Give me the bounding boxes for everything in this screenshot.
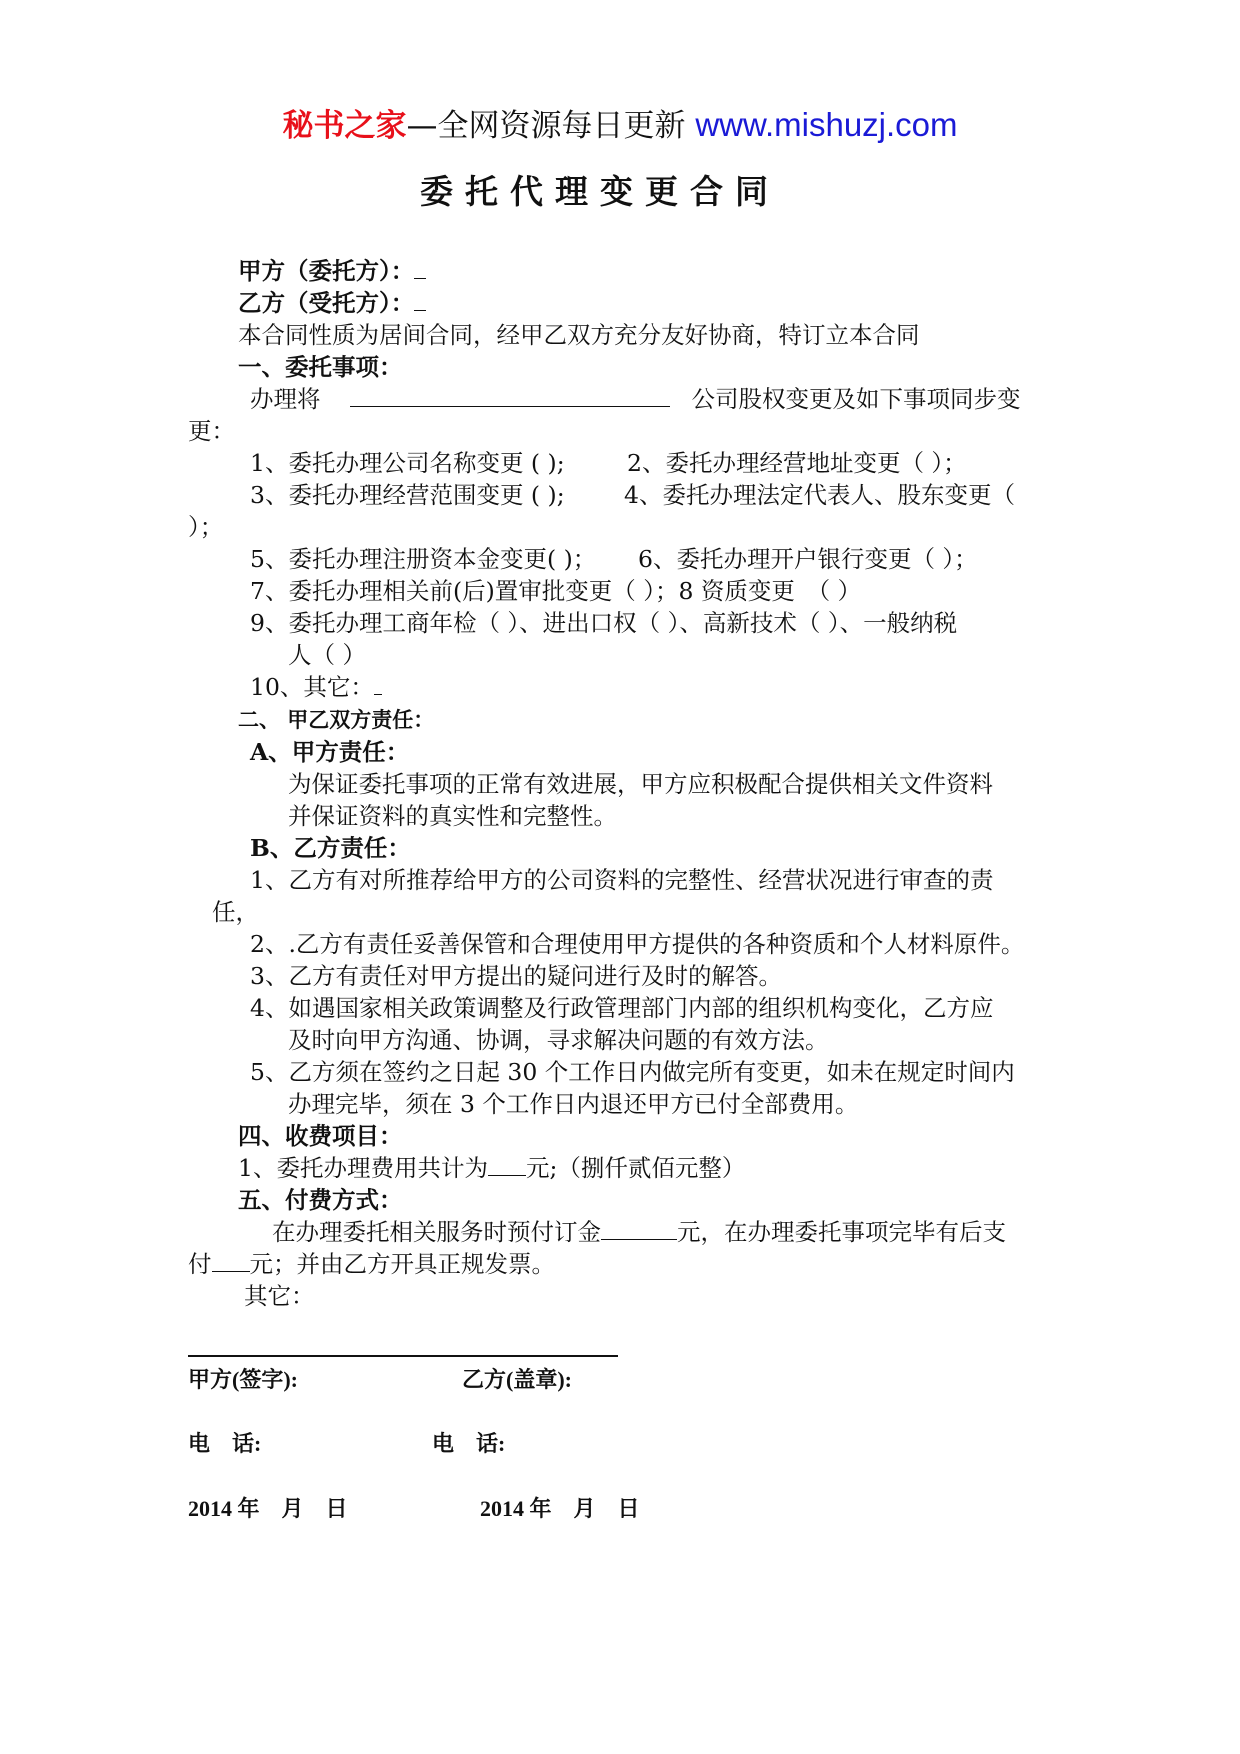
item-10-label: 10、其它： [250,673,374,701]
item-3: 3、委托办理经营范围变更 ( ); [250,481,565,509]
item-6: 6、委托办理开户银行变更（ ）； [638,545,978,573]
party-b-seal-label: 乙方(盖章): [462,1367,572,1392]
fee-line [238,1153,745,1183]
item-4: 4、委托办理法定代表人、股东变更（ [624,481,1015,509]
section-5-heading: 五、付费方式： [238,1186,403,1214]
party-a-duty-heading: A、甲方责任： [250,738,410,766]
lead-suffix: 公司股权变更及如下事项同步变 [691,385,1021,413]
intro-text: 本合同性质为居间合同，经甲乙双方充分友好协商，特订立本合同 [238,321,920,349]
party-b-duty-2: 2、.乙方有责任妥善保管和合理使用甲方提供的各种资质和个人材料原件。 [250,930,1025,958]
item-1: 1、委托办理公司名称变更 ( ); [250,449,565,477]
party-b-duty-4-line-2: 及时向甲方沟通、协调，寻求解决问题的有效方法。 [288,1026,829,1054]
item-10 [250,672,382,702]
section-1-lead [250,384,1020,414]
party-b-line [238,288,426,318]
party-a-date: 2014 年 月 日 [188,1496,348,1521]
party-a-label: 甲方（委托方）： [238,257,415,285]
payment-line-2-prefix: 付 [188,1250,212,1278]
party-b-label: 乙方（受托方）： [238,289,415,317]
item-10-blank [374,672,382,695]
party-b-blank [414,288,426,311]
party-b-date: 2014 年 月 日 [480,1496,640,1521]
party-b-duty-5-line-1: 5、乙方须在签约之日起 30 个工作日内做完所有变更，如未在规定时间内 [250,1058,1015,1086]
site-url-link[interactable]: www.mishuzj.com [695,106,958,143]
payment-mid: 元，在办理委托事项完毕有后支 [677,1218,1006,1246]
lead-prefix: 办理将 [250,385,321,413]
party-b-duty-1-line-2: 任， [212,898,259,926]
brand-tagline: —全网资源每日更新 [406,108,686,144]
party-b-duty-heading: B、乙方责任： [250,834,411,862]
company-name-blank [350,384,670,407]
party-a-duty-line-1: 为保证委托事项的正常有效进展，甲方应积极配合提供相关文件资料 [288,770,993,798]
document-title: 委托代理变更合同 [420,172,780,211]
section-2-heading: 二、 甲乙双方责任： [238,707,435,732]
section-4-heading: 四、收费项目： [238,1122,403,1150]
fee-suffix: 元;（捌仟贰佰元整） [525,1154,746,1182]
payment-line-2-suffix: 元；并由乙方开具正规发票。 [249,1250,555,1278]
party-a-phone-label: 电 话: [188,1431,262,1456]
balance-blank [212,1249,250,1272]
item-9-cont: 人（ ） [288,641,366,669]
item-5: 5、委托办理注册资本金变更( )； [250,545,597,573]
item-9: 9、委托办理工商年检（ ）、进出口权（ ）、高新技术（ ）、一般纳税 [250,609,958,637]
party-a-signature-label: 甲方(签字): [188,1367,298,1392]
item-4-cont: ）； [188,513,224,541]
party-a-line [238,256,426,286]
site-header-banner [0,100,1240,145]
brand-name: 秘书之家 [282,108,407,144]
party-b-duty-4-line-1: 4、如遇国家相关政策调整及行政管理部门内部的组织机构变化，乙方应 [250,994,994,1022]
item-7: 7、委托办理相关前(后)置审批变更（ ）；8 资质变更 （ ） [250,577,862,605]
party-b-duty-3: 3、乙方有责任对甲方提出的疑问进行及时的解答。 [250,962,782,990]
other-terms: 其它： [244,1282,315,1310]
payment-line-2 [188,1249,555,1279]
fee-amount-blank [488,1153,526,1176]
section-1-lead-cont: 更： [188,417,235,445]
signature-divider [188,1355,618,1357]
party-b-duty-1-line-1: 1、乙方有对所推荐给甲方的公司资料的完整性、经营状况进行审查的责 [250,866,994,894]
deposit-blank [601,1217,677,1240]
party-a-duty-line-2: 并保证资料的真实性和完整性。 [288,802,617,830]
payment-prefix: 在办理委托相关服务时预付订金 [272,1218,601,1246]
fee-prefix: 1、委托办理费用共计为 [238,1154,488,1182]
item-2: 2、委托办理经营地址变更（ ）； [627,449,967,477]
section-1-heading: 一、委托事项： [238,353,403,381]
party-b-duty-5-line-2: 办理完毕，须在 3 个工作日内退还甲方已付全部费用。 [288,1090,859,1118]
party-a-blank [414,256,426,279]
party-b-phone-label: 电 话: [432,1431,506,1456]
payment-line-1 [272,1217,1006,1247]
